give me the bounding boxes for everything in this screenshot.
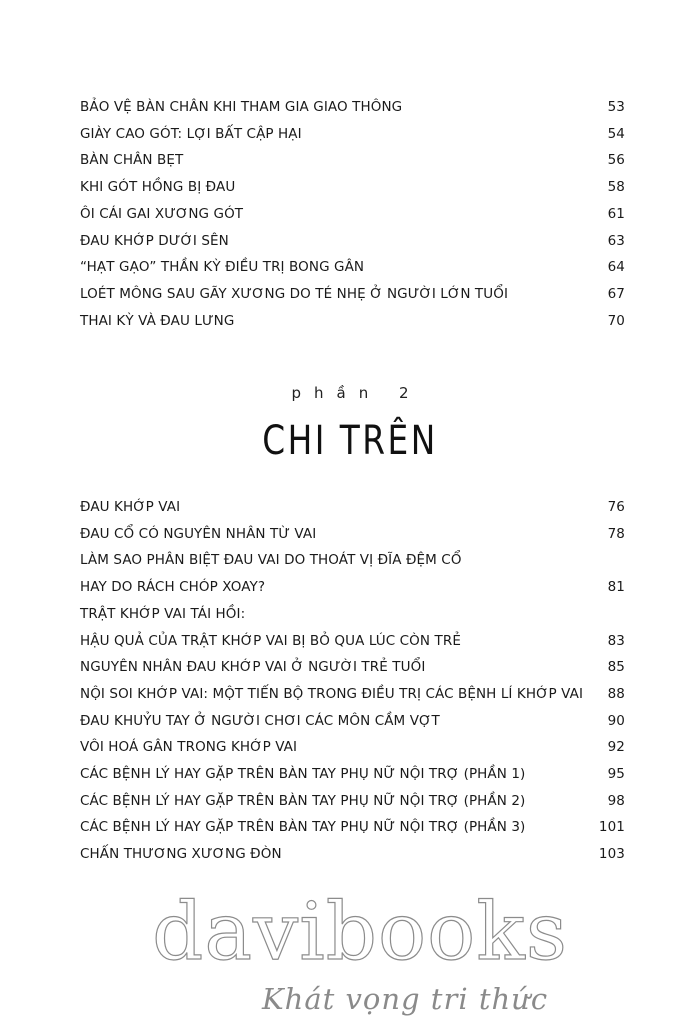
toc-entry xyxy=(80,841,625,868)
toc-entry-title: GIÀY CAO GÓT: LỢI BẤT CẬP HẠI xyxy=(80,125,302,142)
toc-entry-title: ĐAU KHỚP DƯỚI SÊN xyxy=(80,232,229,249)
toc-entry-page: 70 xyxy=(607,312,625,329)
toc-entry xyxy=(80,788,625,815)
toc-entry xyxy=(80,94,625,121)
toc-entry-page: 64 xyxy=(607,259,625,276)
toc-entry-title: BÀN CHÂN BẸT xyxy=(80,152,184,169)
toc-entry-page: 53 xyxy=(607,99,625,115)
watermark-slogan: Khát vọng tri thức xyxy=(262,982,549,1016)
toc-entry-title: ÔI CÁI GAI XƯƠNG GÓT xyxy=(80,205,244,222)
toc-entry xyxy=(80,494,625,521)
toc-entry xyxy=(80,254,625,281)
toc-entry-page: 78 xyxy=(607,525,625,542)
toc-part2 xyxy=(80,494,625,868)
toc-entry xyxy=(80,814,625,841)
toc-entry xyxy=(80,201,625,228)
toc-entry-page: 103 xyxy=(598,846,625,863)
toc-entry-title-line2: HAY DO RÁCH CHÓP XOAY? xyxy=(80,579,266,596)
toc-entry xyxy=(80,308,625,335)
toc-entry-title: LÀM SAO PHÂN BIỆT ĐAU VAI DO THOÁT VỊ ĐĨA ĐỆM CỔ xyxy=(80,552,462,569)
toc-entry-page: 88 xyxy=(607,685,625,702)
watermark-brand: davibooks xyxy=(152,885,568,978)
toc-entry-title: CHẤN THƯƠNG XƯƠNG ĐÒN xyxy=(80,846,282,863)
toc-entry-page: 101 xyxy=(598,819,625,836)
toc-entry xyxy=(80,121,625,148)
toc-entry xyxy=(80,654,625,681)
toc-entry-title: CÁC BỆNH LÝ HAY GẶP TRÊN BÀN TAY PHỤ NỮ NỘI TRỢ (PHẦN 2) xyxy=(80,792,526,809)
toc-entry-page: 76 xyxy=(607,499,625,515)
toc-entry-page: 54 xyxy=(607,125,625,142)
toc-entry xyxy=(80,708,625,735)
toc-entry xyxy=(80,174,625,201)
toc-entry-page: 98 xyxy=(607,792,625,809)
toc-entry-page: 63 xyxy=(607,232,625,249)
toc-entry-page: 67 xyxy=(607,285,625,302)
toc-entry-page: 90 xyxy=(607,712,625,729)
toc-entry xyxy=(80,547,625,600)
toc-entry-page: 81 xyxy=(607,579,625,596)
toc-entry-title: “HẠT GẠO” THẦN KỲ ĐIỀU TRỊ BONG GÂN xyxy=(80,259,365,276)
toc-entry xyxy=(80,521,625,548)
toc-entry xyxy=(80,761,625,788)
toc-entry-title: ĐAU KHỚP VAI xyxy=(80,499,181,515)
toc-entry-title-line2: HẬU QUẢ CỦA TRẬT KHỚP VAI BỊ BỎ QUA LÚC CÒN TRẺ xyxy=(80,632,461,649)
toc-entry-title: NỘI SOI KHỚP VAI: MỘT TIẾN BỘ TRONG ĐIỀU TRỊ CÁC BỆNH LÍ KHỚP VAI xyxy=(80,685,584,702)
part-label: phần 2 xyxy=(291,384,422,402)
toc-entry-page: 58 xyxy=(607,179,625,196)
toc-entry xyxy=(80,147,625,174)
part-title: CHI TRÊN xyxy=(262,418,438,464)
toc-entry xyxy=(80,681,625,708)
toc-entry-page: 92 xyxy=(607,739,625,756)
toc-entry xyxy=(80,734,625,761)
toc-entry-title: CÁC BỆNH LÝ HAY GẶP TRÊN BÀN TAY PHỤ NỮ NỘI TRỢ (PHẦN 3) xyxy=(80,819,526,836)
toc-entry-title: ĐAU KHUỶU TAY Ở NGƯỜI CHƠI CÁC MÔN CẦM VỢT xyxy=(80,712,440,729)
toc-entry xyxy=(80,228,625,255)
toc-entry-title: BẢO VỆ BÀN CHÂN KHI THAM GIA GIAO THÔNG xyxy=(80,99,403,115)
toc-entry-page: 95 xyxy=(607,766,625,783)
toc-entry-title: CÁC BỆNH LÝ HAY GẶP TRÊN BÀN TAY PHỤ NỮ NỘI TRỢ (PHẦN 1) xyxy=(80,766,526,783)
toc-entry-title: KHI GÓT HỒNG BỊ ĐAU xyxy=(80,179,236,196)
toc-entry-title: NGUYÊN NHÂN ĐAU KHỚP VAI Ở NGƯỜI TRẺ TUỔI xyxy=(80,659,426,676)
toc-entry xyxy=(80,601,625,654)
toc-entry-page: 83 xyxy=(607,632,625,649)
toc-entry-page: 61 xyxy=(607,205,625,222)
toc-entry-title: THAI KỲ VÀ ĐAU LƯNG xyxy=(80,312,235,329)
toc-entry-page: 85 xyxy=(607,659,625,676)
toc-entry-title: LOÉT MÔNG SAU GÃY XƯƠNG DO TÉ NHẸ Ở NGƯỜI LỚN TUỔI xyxy=(80,285,509,302)
toc-entry xyxy=(80,281,625,308)
toc-part1 xyxy=(80,94,625,334)
toc-entry-title: VÔI HOÁ GÂN TRONG KHỚP VAI xyxy=(80,739,298,756)
toc-entry-title: ĐAU CỔ CÓ NGUYÊN NHÂN TỪ VAI xyxy=(80,525,317,542)
toc-entry-title: TRẬT KHỚP VAI TÁI HỒI: xyxy=(80,605,246,622)
toc-entry-page: 56 xyxy=(607,152,625,169)
